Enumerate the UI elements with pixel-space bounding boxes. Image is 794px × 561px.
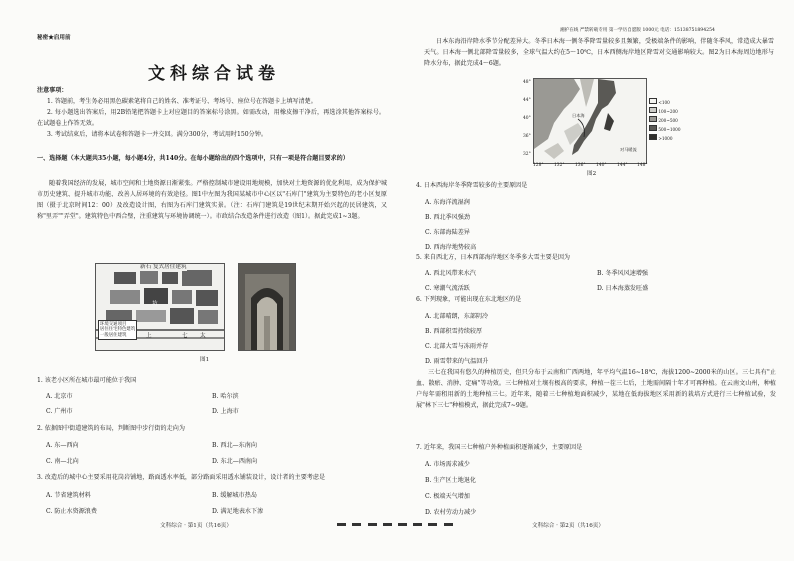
- notice-item-3: 3. 考试结束后，请将本试卷和答题卡一并交回。满分300分，考试用时150分钟。: [47, 131, 267, 138]
- q3-option-d[interactable]: D. 满足地表水下渗: [212, 508, 264, 515]
- notice-item-2: 2. 每小题选出答案后，用2B铅笔把答题卡上对应题目的答案标号涂黑。如需改动，用橡皮擦干净后，再选涂其他答案标号。在试题卷上作答无效。: [37, 109, 385, 127]
- center-dash-1: [337, 523, 346, 526]
- fig2-legend-3: 200~500: [658, 118, 678, 123]
- q4-stem: 4. 日本西海岸冬季降雪较多的主要原因是: [416, 182, 528, 189]
- fig2-lat-5: 32°: [523, 152, 531, 157]
- q3-stem: 3. 改造后的城中心主要采用花岗岩铺地，路面透水率低，部分路面采用透水铺装设计，设计者的主要考虑是: [37, 474, 326, 481]
- fig2-lat-4: 36°: [523, 134, 531, 139]
- fig1-photo: [238, 263, 296, 351]
- fig1-road-label-1: 上: [146, 333, 152, 339]
- q3-option-b[interactable]: B. 缓解城市热岛: [212, 492, 257, 499]
- fig1-map-title: 新石 复式居住建筑: [140, 264, 187, 270]
- footer-right: 文科综合 · 第2页（共16页）: [532, 523, 604, 529]
- q6-option-c[interactable]: C. 北部大雪与冻雨并存: [425, 343, 489, 350]
- center-dash-3: [368, 523, 377, 526]
- q4-option-a[interactable]: A. 东海洋流湿润: [425, 199, 470, 206]
- fig2-lon-4: 140°: [596, 163, 607, 168]
- q6-option-b[interactable]: B. 西部积雪持续较厚: [425, 328, 483, 335]
- q5-stem: 5. 来自西北方，日本西部海岸地区冬季多大雪主要是因为: [416, 254, 571, 261]
- fig2-lat-3: 40°: [523, 116, 531, 121]
- q1-option-c[interactable]: C. 广州市: [46, 408, 73, 415]
- q4-option-d[interactable]: D. 西海岸地势较高: [425, 244, 477, 251]
- center-dash-4: [383, 523, 392, 526]
- q1-option-b[interactable]: B. 哈尔滨: [212, 393, 239, 400]
- q7-stem: 7. 近年来，我国三七种植户外种植面积逐渐减少，主要原因是: [416, 444, 583, 451]
- notice-label: 注意事项：: [37, 87, 68, 94]
- fig2-label-sea: 日本海: [572, 113, 585, 118]
- q2-option-b[interactable]: B. 西北—东南向: [212, 442, 257, 449]
- q6-option-d[interactable]: D. 雨雪带来的气温回升: [425, 358, 489, 365]
- right-intro: 日本东海沿岸降水季节分配差异大。冬季日本海一侧冬季降雪量较多且频繁，受极端条件的影响，伴随冬季风，常造成大暴雪天气。日本海一侧北部降雪量较多，全球气温大约在5～10℃，日本西侧海岸地区降雪对交通影响较大。图2为日本海周边地形与降水分布，据此完成4～6题。: [424, 38, 774, 67]
- q3-option-a[interactable]: A. 节省建筑材料: [46, 492, 91, 499]
- notice-item-1: 1. 答题前，考生务必用黑色碳素笔将自己的姓名、准考证号、考场号、座位号在答题卡上填写清楚。: [47, 98, 317, 105]
- q1-option-a[interactable]: A. 北京市: [46, 393, 73, 400]
- right-page: [397, 0, 794, 561]
- q6-option-a[interactable]: A. 北部晴朗，东部阴冷: [425, 313, 489, 320]
- fig2-caption: 图2: [587, 171, 597, 177]
- q5-option-c[interactable]: C. 寒潮气流活跃: [425, 285, 470, 292]
- q4-option-c[interactable]: C. 东部海陆差异: [425, 229, 470, 236]
- fig2-legend: [649, 98, 681, 143]
- q2-stem: 2. 依据图中街道建筑的布局，判断图中步行街的走向为: [37, 425, 185, 432]
- watermark-header: 湘护在线 严禁转载专用 第一学历自愿版 1000元 电话：15138751894254: [560, 28, 715, 33]
- q6-stem: 6. 下列现象，可能出现在东北地区的是: [416, 296, 522, 303]
- q7-option-a[interactable]: A. 市场需求减少: [425, 461, 470, 468]
- center-dash-2: [352, 523, 361, 526]
- fig2-legend-4: 500~1000: [658, 127, 681, 132]
- section1-intro: 随着我国经济的发展，城市空间和土地资源日渐紧张。严格控制城市建设用地规模，加快对土地资源的优化利用，成为保护城市历史建筑、提升城市功能、改善人居环境的有效途径。图1中左图为我国某城市中心区以"石库门"建筑为主要特色的老小区复原图（摄于北京时间12：00）及改造设计图，右图为石库门建筑实景。（注：石库门建筑是19世纪末期开始兴起的民居建筑，又称"里弄""弄堂"。建筑特色中西合璧，注重建筑与环境协调统一）。市政结合改造条件进行改造（图1）。据此完成1~3题。: [37, 180, 387, 220]
- fig2-map: [533, 78, 647, 164]
- q2-option-c[interactable]: C. 南—北向: [46, 458, 79, 465]
- fig2-lon-5: 144°: [617, 163, 628, 168]
- q7-option-d[interactable]: D. 农村劳动力减少: [425, 509, 477, 516]
- fig2-lon-2: 132°: [554, 163, 565, 168]
- q5-option-a[interactable]: A. 西北风带来水汽: [425, 270, 476, 277]
- q7-option-b[interactable]: B. 生产区土地退化: [425, 477, 477, 484]
- fig2-lon-1: 128°: [533, 163, 544, 168]
- fig1-building: [114, 272, 136, 284]
- q3-option-c[interactable]: C. 防止水资源浪费: [46, 508, 97, 515]
- fig1-road-label-3: 太: [200, 333, 206, 339]
- secret-label: 秘密★启用前: [37, 35, 71, 41]
- right-intro-2: 三七在我国有悠久的种植历史，但只分布于云南和广西两地，年平均气温16~18℃，海拔1200~2000米的山区。三七具有"止血、散瘀、消肿、定痛"等功效。三七种植对土壤有极高的要求，种植一茬三七后，土地需间隔十年才可再种植。在云南文山州，种植户每年需租用新的土地种植三七。近年来，随着三七种植地面积减少，某地在低海拔地区采用新的栽培方式进行三七种植试验，发展"林下三七"种植模式，据此完成7~9题。: [416, 369, 776, 409]
- fig1-legend: [98, 320, 137, 340]
- fig2-lon-6: 148°: [637, 163, 648, 168]
- fig2-label-current: 对马暖流: [620, 147, 637, 152]
- fig2-lat-1: 48°: [523, 80, 531, 85]
- fig1-legend-2: 居住住宅特色建筑: [100, 327, 136, 333]
- q2-option-d[interactable]: D. 东北—西南向: [212, 458, 258, 465]
- q2-option-a[interactable]: A. 东—西向: [46, 442, 79, 449]
- fig2-legend-2: 100~200: [658, 109, 678, 114]
- fig2-legend-1: <100: [658, 100, 670, 105]
- page-title: 文科综合试卷: [148, 64, 280, 84]
- fig1-road-label-2: 七: [182, 333, 188, 339]
- fig2-lon-3: 136°: [575, 163, 586, 168]
- q5-option-d[interactable]: D. 日本海蒸发旺盛: [597, 285, 649, 292]
- q1-option-d[interactable]: D. 上海市: [212, 408, 239, 415]
- fig2-lat-2: 44°: [523, 98, 531, 103]
- footer-left: 文科综合 · 第1页（共16页）: [160, 523, 232, 529]
- fig2-legend-5: >1000: [658, 136, 673, 141]
- q5-option-b[interactable]: B. 冬季风风速增强: [597, 270, 649, 277]
- fig1-photo-drawing: [239, 264, 295, 350]
- fig1-legend-3: 一般居住建筑: [100, 332, 127, 338]
- q1-stem: 1. 该老小区所在城市最可能位于我国: [37, 377, 137, 384]
- fig1-legend-1: 环境交通项目: [100, 322, 127, 327]
- q7-option-c[interactable]: C. 极端天气增加: [425, 493, 470, 500]
- fig1-caption: 图1: [200, 357, 210, 363]
- section1-heading: 一、选择题（本大题共35小题，每小题4分，共140分。在每小题给出的四个选项中，只有一项是符合题目要求的）: [37, 155, 349, 162]
- q4-option-b[interactable]: B. 西北季风强劲: [425, 214, 470, 221]
- fig1-lane-label: 坊: [152, 301, 158, 307]
- fig1-map: [95, 263, 225, 351]
